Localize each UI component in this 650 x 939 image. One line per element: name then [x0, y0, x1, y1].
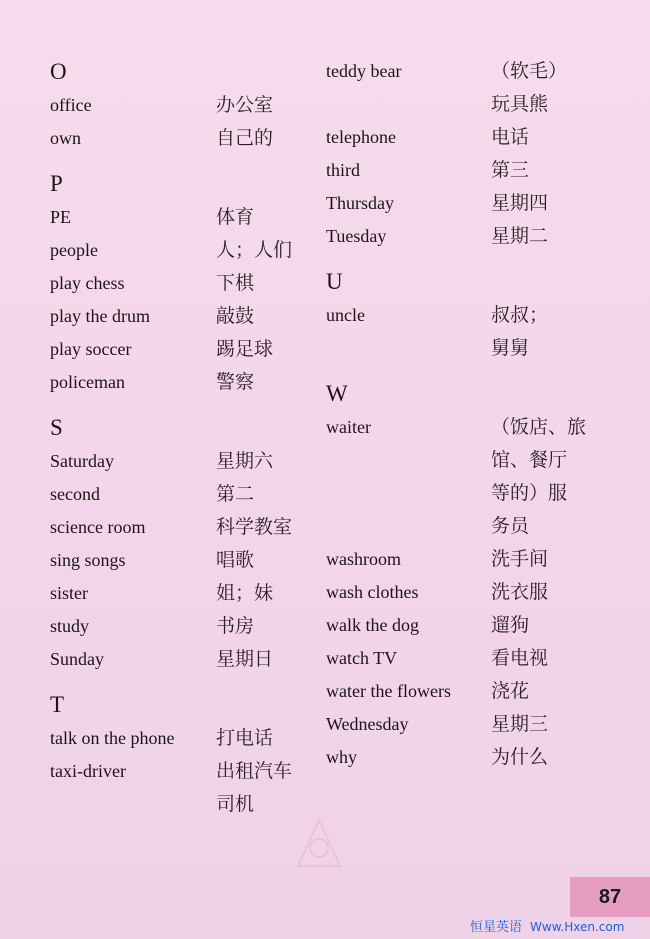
chinese-meaning-line: 星期二: [491, 225, 549, 247]
glossary-section: [50, 688, 315, 821]
watermark-name: 恒星英语: [470, 920, 523, 935]
chinese-meaning: [216, 333, 273, 366]
glossary-entry: [50, 267, 315, 300]
english-term: Wednesday: [326, 714, 409, 734]
section-letter: S: [50, 415, 63, 440]
english-term: telephone: [326, 127, 396, 147]
english-term: study: [50, 616, 90, 636]
glossary-section: [326, 55, 626, 253]
chinese-meaning-line: （饭店、旅: [491, 416, 587, 438]
glossary-entry: [326, 642, 626, 675]
glossary-entry: [50, 722, 315, 755]
english-term: office: [50, 95, 92, 115]
chinese-meaning: [491, 642, 548, 675]
chinese-meaning: [491, 299, 548, 365]
chinese-meaning: [491, 154, 529, 187]
chinese-meaning: [216, 643, 273, 676]
chinese-meaning-line: 电话: [491, 126, 530, 148]
english-term: watch TV: [326, 648, 398, 668]
chinese-meaning-line: 洗衣服: [491, 581, 549, 603]
english-term: Saturday: [50, 451, 114, 471]
chinese-meaning-line: 下棋: [216, 272, 255, 294]
chinese-meaning: [491, 187, 548, 220]
glossary-entry: [50, 577, 315, 610]
english-term: wash clothes: [326, 582, 419, 602]
chinese-meaning: [491, 411, 586, 543]
chinese-meaning: [216, 445, 273, 478]
chinese-meaning: [491, 609, 529, 642]
chinese-meaning-line: 办公室: [216, 94, 274, 116]
chinese-meaning-line: 星期三: [491, 713, 549, 735]
glossary-entry: [326, 187, 626, 220]
chinese-meaning: [216, 300, 254, 333]
chinese-meaning-line: 为什么: [491, 746, 549, 768]
chinese-meaning: [216, 544, 254, 577]
glossary-entry: [326, 675, 626, 708]
english-term: washroom: [326, 549, 401, 569]
chinese-meaning-line: 星期日: [216, 648, 274, 670]
chinese-meaning-line: 体育: [216, 206, 255, 228]
chinese-meaning-line: 叔叔；: [491, 304, 549, 326]
chinese-meaning: [491, 543, 548, 576]
chinese-meaning-line: 人；人们: [216, 239, 293, 261]
glossary-entry: [326, 576, 626, 609]
glossary-entry: [50, 478, 315, 511]
glossary-entry: [50, 511, 315, 544]
english-term: teddy bear: [326, 61, 402, 81]
glossary-section: [50, 55, 315, 155]
glossary-section: [50, 167, 315, 399]
glossary-entry: [50, 201, 315, 234]
chinese-meaning-line: 书房: [216, 615, 255, 637]
chinese-meaning-line: 舅舅: [491, 337, 530, 359]
glossary-section: [326, 265, 626, 365]
glossary-entry: [50, 366, 315, 399]
chinese-meaning: [216, 267, 254, 300]
chinese-meaning-line: 等的）服: [491, 482, 568, 504]
glossary-entry: [326, 299, 626, 365]
chinese-meaning-line: 第三: [491, 159, 530, 181]
english-term: sister: [50, 583, 88, 603]
chinese-meaning: [491, 121, 529, 154]
chinese-meaning-line: 自己的: [216, 127, 274, 149]
glossary-entry: [326, 411, 626, 543]
chinese-meaning: [216, 610, 254, 643]
chinese-meaning-line: 打电话: [216, 727, 274, 749]
chinese-meaning-line: 馆、餐厅: [491, 449, 568, 471]
english-term: water the flowers: [326, 681, 451, 701]
english-term: Tuesday: [326, 226, 387, 246]
chinese-meaning: [491, 55, 567, 121]
site-watermark: [470, 916, 624, 935]
glossary-entry: [50, 643, 315, 676]
english-term: Thursday: [326, 193, 394, 213]
chinese-meaning: [216, 755, 292, 821]
english-term: play the drum: [50, 306, 150, 326]
chinese-meaning-line: 看电视: [491, 647, 549, 669]
glossary-entry: [50, 122, 315, 155]
english-term: people: [50, 240, 98, 260]
chinese-meaning-line: 星期六: [216, 450, 274, 472]
chinese-meaning-line: 玩具熊: [491, 93, 549, 115]
chinese-meaning: [216, 722, 273, 755]
glossary-entry: [50, 300, 315, 333]
section-letter: O: [50, 59, 67, 84]
chinese-meaning: [491, 220, 548, 253]
english-term: play soccer: [50, 339, 132, 359]
english-term: play chess: [50, 273, 125, 293]
english-term: own: [50, 128, 81, 148]
section-letter: U: [326, 269, 343, 294]
english-term: uncle: [326, 305, 365, 325]
section-letter: T: [50, 692, 65, 717]
chinese-meaning-line: 洗手间: [491, 548, 549, 570]
glossary-entry: [326, 121, 626, 154]
chinese-meaning-line: 唱歌: [216, 549, 255, 571]
chinese-meaning: [216, 201, 254, 234]
glossary-column-left: [50, 55, 315, 821]
chinese-meaning-line: 遛狗: [491, 614, 530, 636]
glossary-column-right: [326, 55, 626, 774]
glossary-entry: [50, 333, 315, 366]
chinese-meaning-line: 科学教室: [216, 516, 293, 538]
glossary-entry: [50, 544, 315, 577]
chinese-meaning: [491, 675, 529, 708]
glossary-entry: [50, 234, 315, 267]
english-term: science room: [50, 517, 146, 537]
chinese-meaning-line: 第二: [216, 483, 255, 505]
glossary-entry: [326, 154, 626, 187]
chinese-meaning-line: 出租汽车: [216, 760, 293, 782]
chinese-meaning: [216, 122, 273, 155]
chinese-meaning-line: 敲鼓: [216, 305, 255, 327]
glossary-entry: [50, 89, 315, 122]
glossary-section: [50, 411, 315, 676]
page-number: 87: [570, 877, 650, 917]
chinese-meaning: [491, 708, 548, 741]
glossary-entry: [50, 610, 315, 643]
english-term: third: [326, 160, 360, 180]
english-term: sing songs: [50, 550, 126, 570]
glossary-entry: [326, 609, 626, 642]
glossary-section: [326, 377, 626, 774]
chinese-meaning: [216, 366, 254, 399]
english-term: second: [50, 484, 100, 504]
watermark-url: Www.Hxen.com: [530, 920, 625, 934]
english-term: why: [326, 747, 357, 767]
chinese-meaning: [216, 234, 292, 267]
chinese-meaning: [491, 741, 548, 774]
chinese-meaning-line: 务员: [491, 515, 530, 537]
chinese-meaning: [216, 511, 292, 544]
chinese-meaning-line: （软毛）: [491, 60, 568, 82]
english-term: waiter: [326, 417, 371, 437]
chinese-meaning: [216, 478, 254, 511]
chinese-meaning-line: 警察: [216, 371, 255, 393]
chinese-meaning-line: 踢足球: [216, 338, 274, 360]
glossary-entry: [50, 445, 315, 478]
glossary-entry: [326, 708, 626, 741]
english-term: policeman: [50, 372, 125, 392]
english-term: talk on the phone: [50, 728, 175, 748]
emblem-watermark-icon: [296, 818, 342, 870]
english-term: PE: [50, 207, 72, 227]
glossary-entry: [326, 220, 626, 253]
chinese-meaning-line: 司机: [216, 793, 255, 815]
chinese-meaning-line: 姐；妹: [216, 582, 274, 604]
section-letter: P: [50, 171, 63, 196]
chinese-meaning: [491, 576, 548, 609]
chinese-meaning: [216, 577, 273, 610]
english-term: walk the dog: [326, 615, 419, 635]
glossary-entry: [326, 55, 626, 121]
glossary-entry: [50, 755, 315, 821]
chinese-meaning: [216, 89, 273, 122]
glossary-entry: [326, 543, 626, 576]
section-letter: W: [326, 381, 348, 406]
english-term: Sunday: [50, 649, 104, 669]
english-term: taxi-driver: [50, 761, 126, 781]
glossary-entry: [326, 741, 626, 774]
chinese-meaning-line: 星期四: [491, 192, 549, 214]
chinese-meaning-line: 浇花: [491, 680, 530, 702]
